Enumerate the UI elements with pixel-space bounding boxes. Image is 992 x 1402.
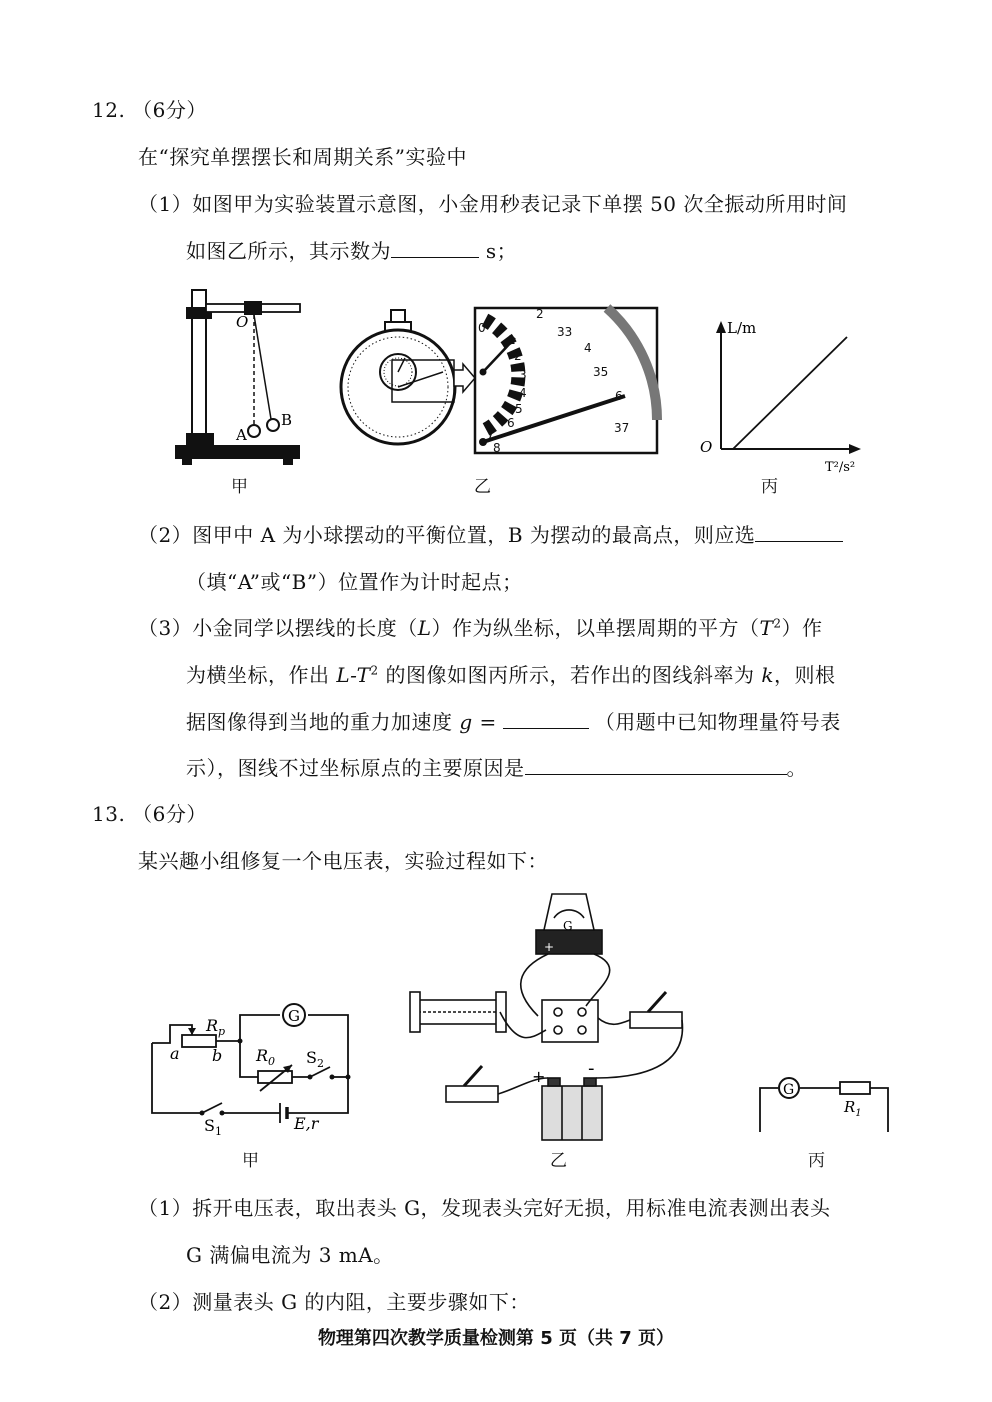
battery-minus-sign: - <box>588 1058 595 1079</box>
q12-number: 12. <box>92 98 126 122</box>
var-l: L <box>417 616 432 640</box>
r1-label: $R_1$ <box>844 1098 862 1119</box>
q12-p3-text-i: （用题中已知物理量符号表 <box>594 710 841 734</box>
q12-p3-text-h: = <box>472 710 497 734</box>
s1-label: $S_1$ <box>204 1116 222 1135</box>
q12-p3-text-f: ，则根 <box>774 663 836 687</box>
q13-p2-line1: （2）测量表头 G 的内阻，主要步骤如下： <box>138 1290 530 1314</box>
meter-plus-sign: + <box>544 940 555 954</box>
circuit-schematic-figure <box>140 995 360 1135</box>
q13-caption-a: 甲 <box>242 1151 259 1171</box>
q13-score: （6分） <box>132 802 207 826</box>
q12-caption-b: 乙 <box>474 477 491 497</box>
pendulum-apparatus-figure <box>170 285 310 470</box>
q12-p3-text-j: 示），图线不过坐标原点的主要原因是 <box>186 756 525 780</box>
superscript-2b: 2 <box>370 663 379 678</box>
graph-xlabel: T²/s² <box>825 460 856 475</box>
q12-p3-text-d: 为横坐标，作出 <box>186 663 337 687</box>
q12-p2-line1 <box>138 519 843 548</box>
l-t2-graph-figure <box>695 315 875 475</box>
rp-label: $R_p$ <box>206 1016 226 1038</box>
q13-p1-line1: （1）拆开电压表，取出表头 G，发现表头完好无损，用标准电流表测出表头 <box>138 1196 831 1220</box>
g-r1-figure <box>752 1070 897 1135</box>
var-t: T <box>759 616 774 640</box>
dial-outer-2: 2 <box>536 307 544 321</box>
node-b-label: b <box>212 1046 223 1065</box>
dial-inner-3: 3 <box>519 368 527 382</box>
dial-inner-2: 2 <box>514 349 522 363</box>
s2-label: $S_2$ <box>306 1048 324 1070</box>
q12-p3-line4 <box>186 752 807 781</box>
q13-caption-b: 乙 <box>550 1151 567 1171</box>
dial-inner-8: 8 <box>493 441 501 455</box>
answer-blank-position[interactable] <box>755 523 843 542</box>
q12-p3-line2 <box>186 659 836 688</box>
dial-outer-37: 37 <box>614 421 630 435</box>
q13-caption-c: 丙 <box>808 1151 825 1171</box>
q12-caption-c: 丙 <box>761 477 778 497</box>
q12-p3-text-c: ）作 <box>781 616 823 640</box>
dial-inner-5: 5 <box>515 402 523 416</box>
q13-number: 13. <box>92 802 126 826</box>
q12-header <box>92 94 207 123</box>
dial-inner-7: 7 <box>487 427 495 441</box>
meter-g-label: G <box>563 919 573 933</box>
point-a-label: A <box>236 426 247 444</box>
emf-label: E,r <box>294 1114 319 1133</box>
q12-p1-line1: （1）如图甲为实验装置示意图，小金用秒表记录下单摆 50 次全振动所用时间 <box>138 192 848 216</box>
q12-p3-text-g: 据图像得到当地的重力加速度 <box>186 710 460 734</box>
q12-caption-a: 甲 <box>231 477 248 497</box>
var-k: k <box>761 663 775 687</box>
dial-outer-35: 35 <box>593 365 609 379</box>
q12-intro: 在“探究单摆摆长和周期关系”实验中 <box>138 145 467 169</box>
r0-label: $R_0$ <box>256 1046 276 1068</box>
q12-p3-line1 <box>138 612 823 641</box>
dial-outer-6: 6 <box>615 389 623 403</box>
q12-score: （6分） <box>132 98 207 122</box>
q13-p1-line2: G 满偏电流为 3 mA。 <box>186 1243 394 1267</box>
point-b-label: B <box>281 411 293 429</box>
var-l-t: L-T <box>336 663 371 687</box>
node-a-label: a <box>170 1044 180 1063</box>
q12-p2-text: （2）图甲中 A 为小球摆动的平衡位置，B 为摆动的最高点，则应选 <box>138 523 756 547</box>
galvanometer-symbol: G <box>288 1007 300 1025</box>
q12-p1-unit: s； <box>479 239 518 263</box>
q12-p3-text-k: 。 <box>786 756 807 780</box>
var-g: g <box>459 710 473 734</box>
q12-p2-line2: （填“A”或“B”）位置作为计时起点； <box>186 570 523 594</box>
answer-blank-reason[interactable] <box>525 756 787 775</box>
battery-plus-sign: + <box>532 1067 546 1086</box>
answer-blank-time[interactable] <box>391 239 479 258</box>
dial-inner-4: 4 <box>519 386 527 400</box>
graph-origin: O <box>700 438 713 456</box>
page-footer: 物理第四次教学质量检测第 5 页（共 7 页） <box>317 1328 675 1349</box>
graph-ylabel: L/m <box>727 319 757 337</box>
point-o-label: O <box>236 313 249 331</box>
q12-p1-text: 如图乙所示，其示数为 <box>186 239 391 263</box>
q12-p3-text-a: （3）小金同学以摆线的长度（ <box>138 616 418 640</box>
dial-inner-1: 1 <box>508 333 516 347</box>
stopwatch-figure <box>335 300 665 460</box>
dial-inner-6: 6 <box>507 416 515 430</box>
answer-blank-g[interactable] <box>503 710 589 729</box>
dial-outer-4: 4 <box>584 341 592 355</box>
q12-p3-text-b: ）作为纵坐标，以单摆周期的平方（ <box>431 616 760 640</box>
q12-p3-line3 <box>186 706 841 735</box>
g-symbol: G <box>783 1082 795 1098</box>
superscript-2: 2 <box>773 616 782 631</box>
q12-p1-line2 <box>186 235 517 264</box>
q13-intro: 某兴趣小组修复一个电压表，实验过程如下： <box>138 849 548 873</box>
apparatus-figure <box>398 888 698 1143</box>
q12-p3-text-e: 的图像如图丙所示，若作出的图线斜率为 <box>378 663 762 687</box>
dial-inner-0: 0 <box>478 321 486 335</box>
dial-outer-33: 33 <box>557 325 573 339</box>
q13-header <box>92 798 207 827</box>
